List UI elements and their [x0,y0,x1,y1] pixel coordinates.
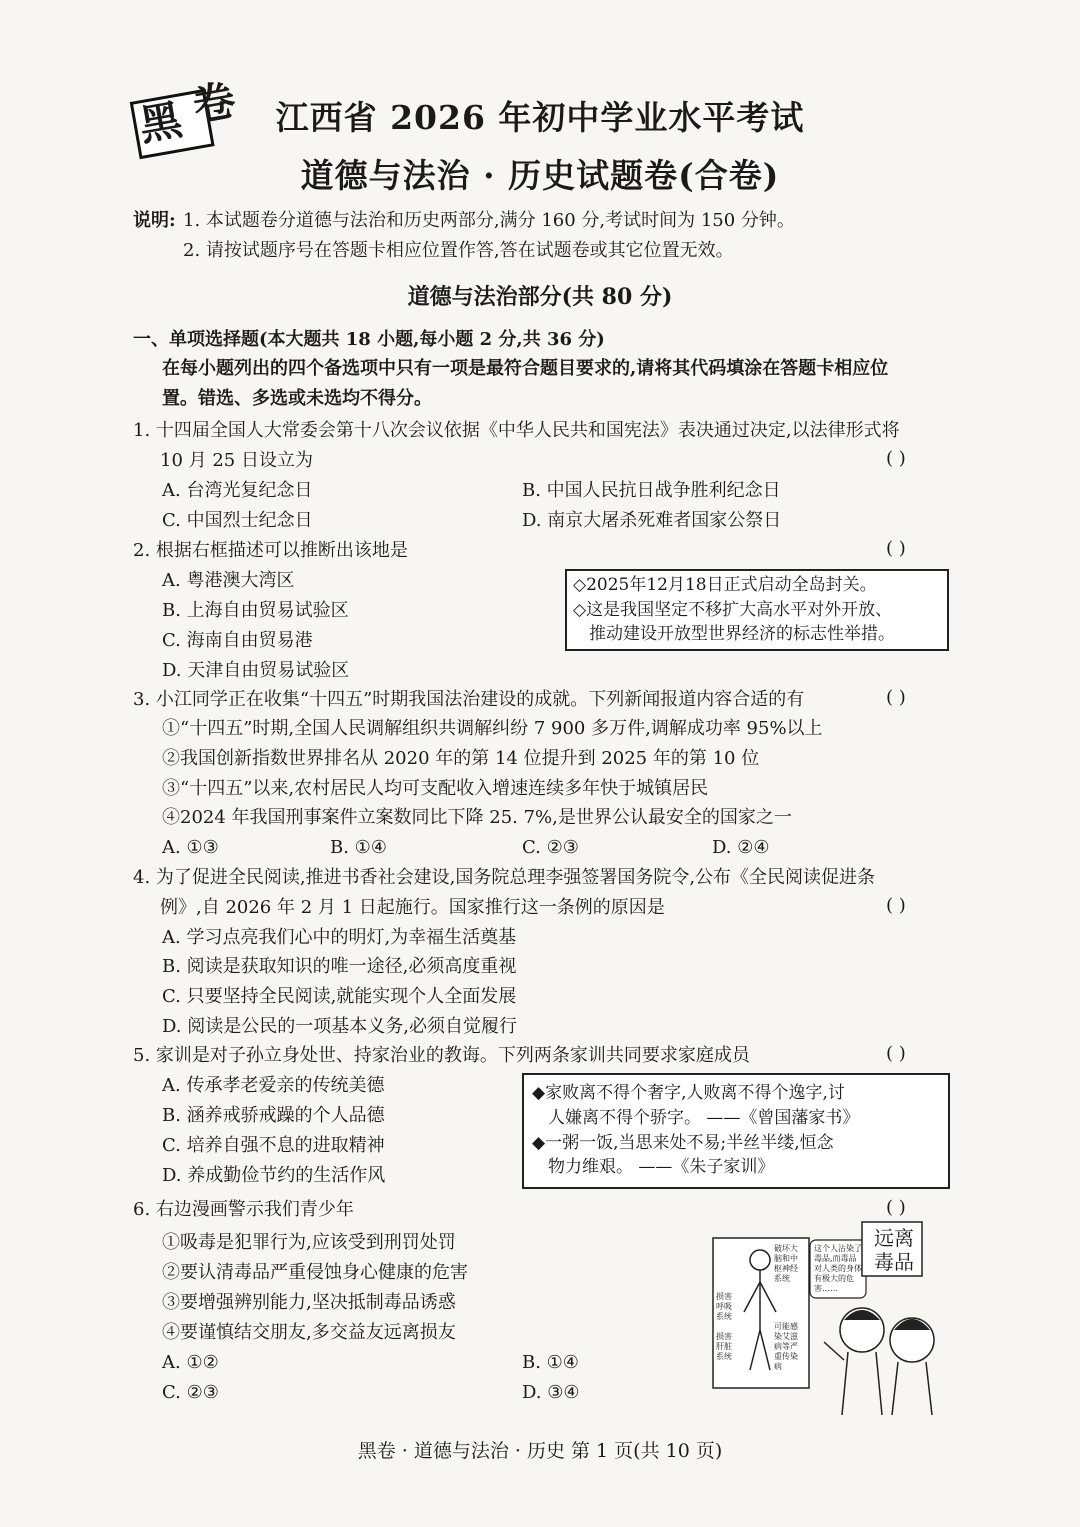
instructions-label: 说明: [133,210,176,231]
instruction-item-2: 2. 请按试题序号在答题卡相应位置作答,答在试题卷或其它位置无效。 [183,240,734,261]
q5-stem: 5. 家训是对子孙立身处世、持家治业的教诲。下列两条家训共同要求家庭成员 [133,1045,750,1066]
q6-option-c: C. ②③ [162,1382,219,1403]
q1-option-a: A. 台湾光复纪念日 [162,480,313,501]
q4-option-a: A. 学习点亮我们心中的明灯,为幸福生活奠基 [162,927,517,948]
q3-option-b: B. ①④ [330,837,387,858]
q6-answer-paren: ( ) [886,1197,906,1218]
q2-box-line-3: 推动建设开放型世界经济的标志性举措。 [589,624,895,644]
q2-option-d: D. 天津自由贸易试验区 [162,660,350,681]
q5-box-line-2: 人嫌离不得个骄字。 ——《曾国藩家书》 [548,1108,860,1128]
q6-item-3: ③要增强辨别能力,坚决抵制毒品诱惑 [162,1292,456,1313]
q3-item-4: ④2024 年我国刑事案件立案数同比下降 25. 7%,是世界公认最安全的国家之一 [162,807,792,828]
q4-option-d: D. 阅读是公民的一项基本义务,必须自觉履行 [162,1016,517,1037]
q6-option-b: B. ①④ [522,1352,579,1373]
q1-option-d: D. 南京大屠杀死难者国家公祭日 [522,510,782,531]
q2-box-line-1: ◇2025年12月18日正式启动全岛封关。 [573,575,877,595]
q5-box-line-4: 物力维艰。 ——《朱子家训》 [548,1157,775,1177]
cartoon-label-aids: 可能感染艾滋病等严重传染病 [774,1322,798,1371]
q4-option-c: C. 只要坚持全民阅读,就能实现个人全面发展 [162,986,517,1007]
q5-box-line-3: ◆一粥一饭,当思来处不易;半丝半缕,恒念 [532,1133,834,1153]
q4-stem-line-1: 4. 为了促进全民阅读,推进书香社会建设,国务院总理李强签署国务院令,公布《全民阅读促进条 [133,867,876,888]
q1-stem-line-1: 1. 十四届全国人大常委会第十八次会议依据《中华人民共和国宪法》表决通过决定,以法律形式将 [133,420,900,441]
q3-option-a: A. ①③ [162,837,219,858]
q5-option-a: A. 传承孝老爱亲的传统美德 [162,1075,385,1096]
instruction-item-1: 1. 本试题卷分道德与法治和历史两部分,满分 160 分,考试时间为 150 分钟。 [183,210,795,231]
part-desc-line-1: 在每小题列出的四个备选项中只有一项是最符合题目要求的,请将其代码填涂在答题卡相应位 [162,358,889,379]
q3-item-2: ②我国创新指数世界排名从 2020 年的第 14 位提升到 2025 年的第 10 位 [162,748,760,769]
logo-char-1: 黑 [135,94,186,151]
q2-answer-paren: ( ) [886,538,906,559]
q3-item-1: ①“十四五”时期,全国人民调解组织共调解纠纷 7 900 多万件,调解成功率 95%以上 [162,718,823,739]
cartoon-sign: 远离毒品 [874,1226,914,1274]
q1-option-b: B. 中国人民抗日战争胜利纪念日 [522,480,781,501]
logo-char-2: 卷 [189,75,240,131]
section-title: 道德与法治部分(共 80 分) [407,284,673,310]
q5-option-c: C. 培养自强不息的进取精神 [162,1135,385,1156]
q5-option-b: B. 涵养戒骄戒躁的个人品德 [162,1105,385,1126]
q5-box-line-1: ◆家败离不得个奢字,人败离不得个逸字,讨 [532,1083,845,1103]
q2-option-b: B. 上海自由贸易试验区 [162,600,349,621]
q3-answer-paren: ( ) [886,687,906,708]
q4-stem-line-2: 例》,自 2026 年 2 月 1 日起施行。国家推行这一条例的原因是 [160,897,665,918]
q6-item-4: ④要谨慎结交朋友,多交益友远离损友 [162,1322,456,1343]
q3-option-d: D. ②④ [712,837,770,858]
q5-answer-paren: ( ) [886,1043,906,1064]
q4-option-b: B. 阅读是获取知识的唯一途径,必须高度重视 [162,956,517,977]
q1-answer-paren: ( ) [886,448,906,469]
q2-box-line-2: ◇这是我国坚定不移扩大高水平对外开放、 [573,600,893,620]
part-desc-line-2: 置。错选、多选或未选均不得分。 [162,388,432,409]
cartoon-speech-bubble: 这个人沾染了毒品,而毒品对人类的身体有极大的危害…… [814,1244,862,1293]
q6-item-1: ①吸毒是犯罪行为,应该受到刑罚处罚 [162,1232,456,1253]
q2-option-a: A. 粤港澳大湾区 [162,570,295,591]
q6-option-d: D. ③④ [522,1382,580,1403]
q5-quote-box [522,1073,950,1189]
q2-info-box [565,569,949,651]
q6-item-2: ②要认清毒品严重侵蚀身心健康的危害 [162,1262,468,1283]
part-heading: 一、单项选择题(本大题共 18 小题,每小题 2 分,共 36 分) [133,329,605,350]
cartoon-label-respiratory: 损害呼吸系统 [716,1292,732,1321]
q1-stem-line-2: 10 月 25 日设立为 [160,450,313,471]
exam-title: 江西省 2026 年初中学业水平考试 [275,98,805,137]
cartoon-label-brain: 破坏大脑和中枢神经系统 [774,1244,798,1283]
q4-answer-paren: ( ) [886,895,906,916]
anti-drug-cartoon [712,1220,952,1415]
q3-option-c: C. ②③ [522,837,579,858]
cartoon-label-liver: 损害肝脏系统 [716,1332,732,1361]
q2-stem: 2. 根据右框描述可以推断出该地是 [133,540,408,561]
page-footer: 黑卷 · 道德与法治 · 历史 第 1 页(共 10 页) [357,1440,723,1462]
q3-stem: 3. 小江同学正在收集“十四五”时期我国法治建设的成就。下列新闻报道内容合适的有 [133,689,805,710]
exam-subtitle: 道德与法治 · 历史试题卷(合卷) [300,156,780,195]
q6-stem: 6. 右边漫画警示我们青少年 [133,1199,354,1220]
q3-item-3: ③“十四五”以来,农村居民人均可支配收入增速连续多年快于城镇居民 [162,778,709,799]
q2-option-c: C. 海南自由贸易港 [162,630,313,651]
q6-option-a: A. ①② [162,1352,219,1373]
q5-option-d: D. 养成勤俭节约的生活作风 [162,1165,386,1186]
q1-option-c: C. 中国烈士纪念日 [162,510,313,531]
